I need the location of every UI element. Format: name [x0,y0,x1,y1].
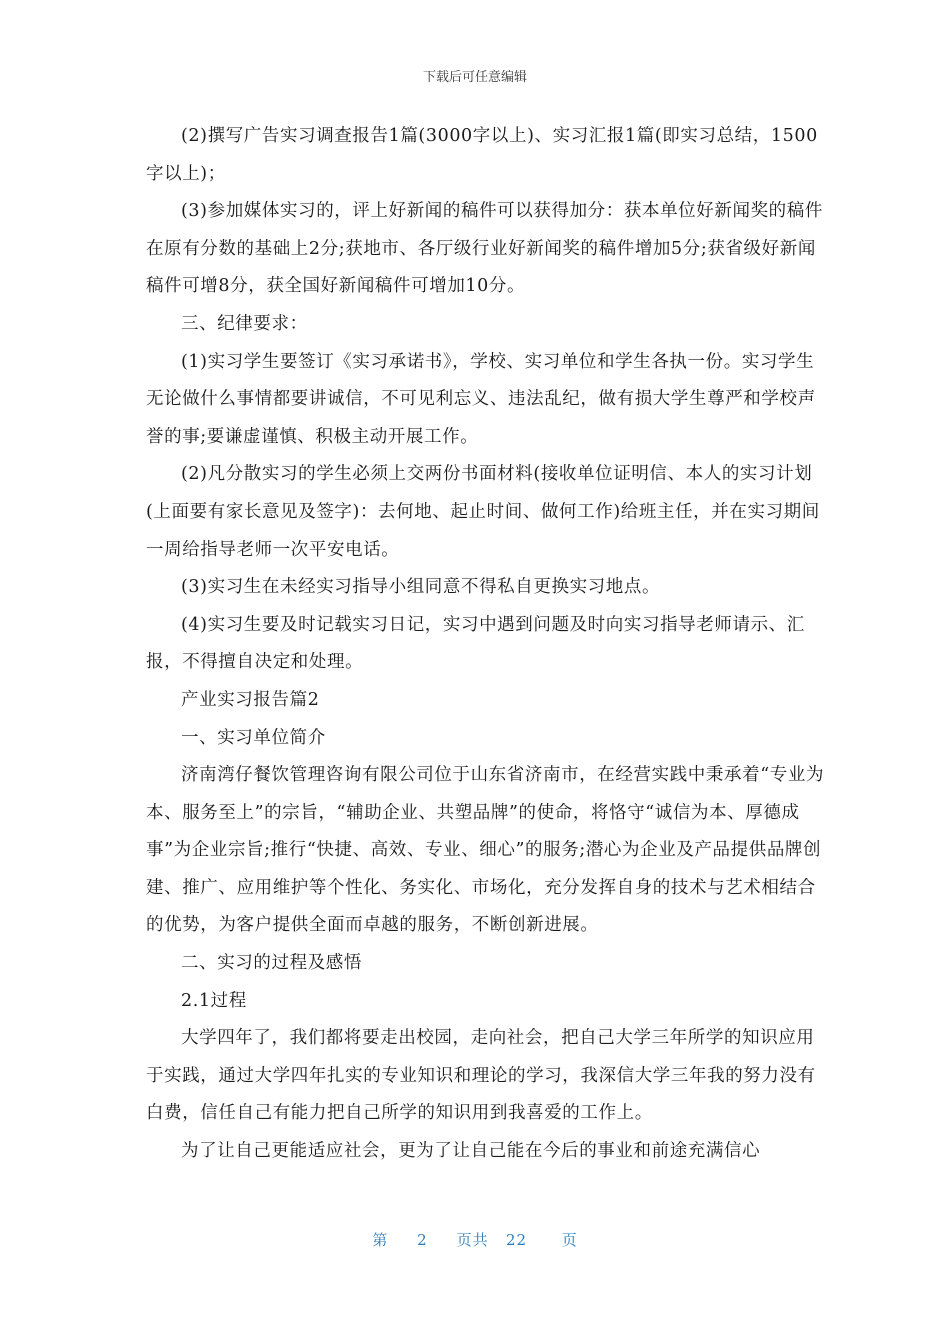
page-label-mid: 页共 [456,1231,489,1249]
paragraph: (1)实习学生要签订《实习承诺书》，学校、实习单位和学生各执一份。实习学生无论做什么事情都要讲诚信，不可见利忘义、违法乱纪，做有损大学生尊严和学校声誉的事;要谦虚谨慎、积极主动开展工作。 [146,351,816,447]
paragraph: (2)撰写广告实习调查报告1篇(3000字以上)、实习汇报1篇(即实习总结，1500字以上)； [146,126,818,184]
page-label-suffix: 页 [561,1231,578,1249]
section-heading: 二、实习的过程及感悟 [181,953,362,974]
paragraph: (2)凡分散实习的学生必须上交两份书面材料(接收单位证明信、本人的实习计划(上面要有家长意见及签字)：去何地、起止时间、做何工作)给班主任，并在实习期间一周给指导老师一次平安电话。 [146,464,820,560]
page-number: 2 [417,1231,428,1249]
section-heading: 三、纪律要求： [181,313,308,334]
paragraph: (3)实习生在未经实习指导小组同意不得私自更换实习地点。 [181,577,661,598]
paragraph: (3)参加媒体实习的，评上好新闻的稿件可以获得加分：获本单位好新闻奖的稿件在原有分数的基础上2分;获地市、各厅级行业好新闻奖的稿件增加5分;获省级好新闻稿件可增8分，获全国好新闻稿件可增加10分。 [146,201,823,297]
total-pages: 22 [505,1231,528,1249]
paragraph: 为了让自己更能适应社会，更为了让自己能在今后的事业和前途充满信心 [181,1141,761,1162]
paragraph: (4)实习生要及时记载实习日记，实习中遇到问题及时向实习指导老师请示、汇报，不得擅自决定和处理。 [146,614,805,673]
paragraph: 济南湾仔餐饮管理咨询有限公司位于山东省济南市，在经营实践中秉承着“专业为本、服务至上”的宗旨，“辅助企业、共塑品牌”的使命，将恪守“诚信为本、厚德成事”为企业宗旨;推行“快捷、高效、专业、细心”的服务;潜心为企业及产品提供品牌创建、推广、应用维护等个性化、务实化、市场化，充分发挥自身的技术与艺术相结合的优势，为客户提供全面而卓越的服务，不断创新进展。 [146,765,825,936]
page-label-prefix: 第 [372,1231,389,1249]
page-header: 下载后可任意编辑 [422,70,527,85]
paragraph: 大学四年了，我们都将要走出校园，走向社会，把自己大学三年所学的知识应用于实践，通过大学四年扎实的专业知识和理论的学习，我深信大学三年我的努力没有白费，信任自己有能力把自己所学的知识用到我喜爱的工作上。 [146,1028,816,1124]
subsection-heading: 2.1过程 [181,990,247,1011]
report-title: 产业实习报告篇2 [181,689,320,710]
section-heading: 一、实习单位简介 [181,727,326,748]
document-body [146,118,826,1171]
page-footer [0,1229,950,1250]
